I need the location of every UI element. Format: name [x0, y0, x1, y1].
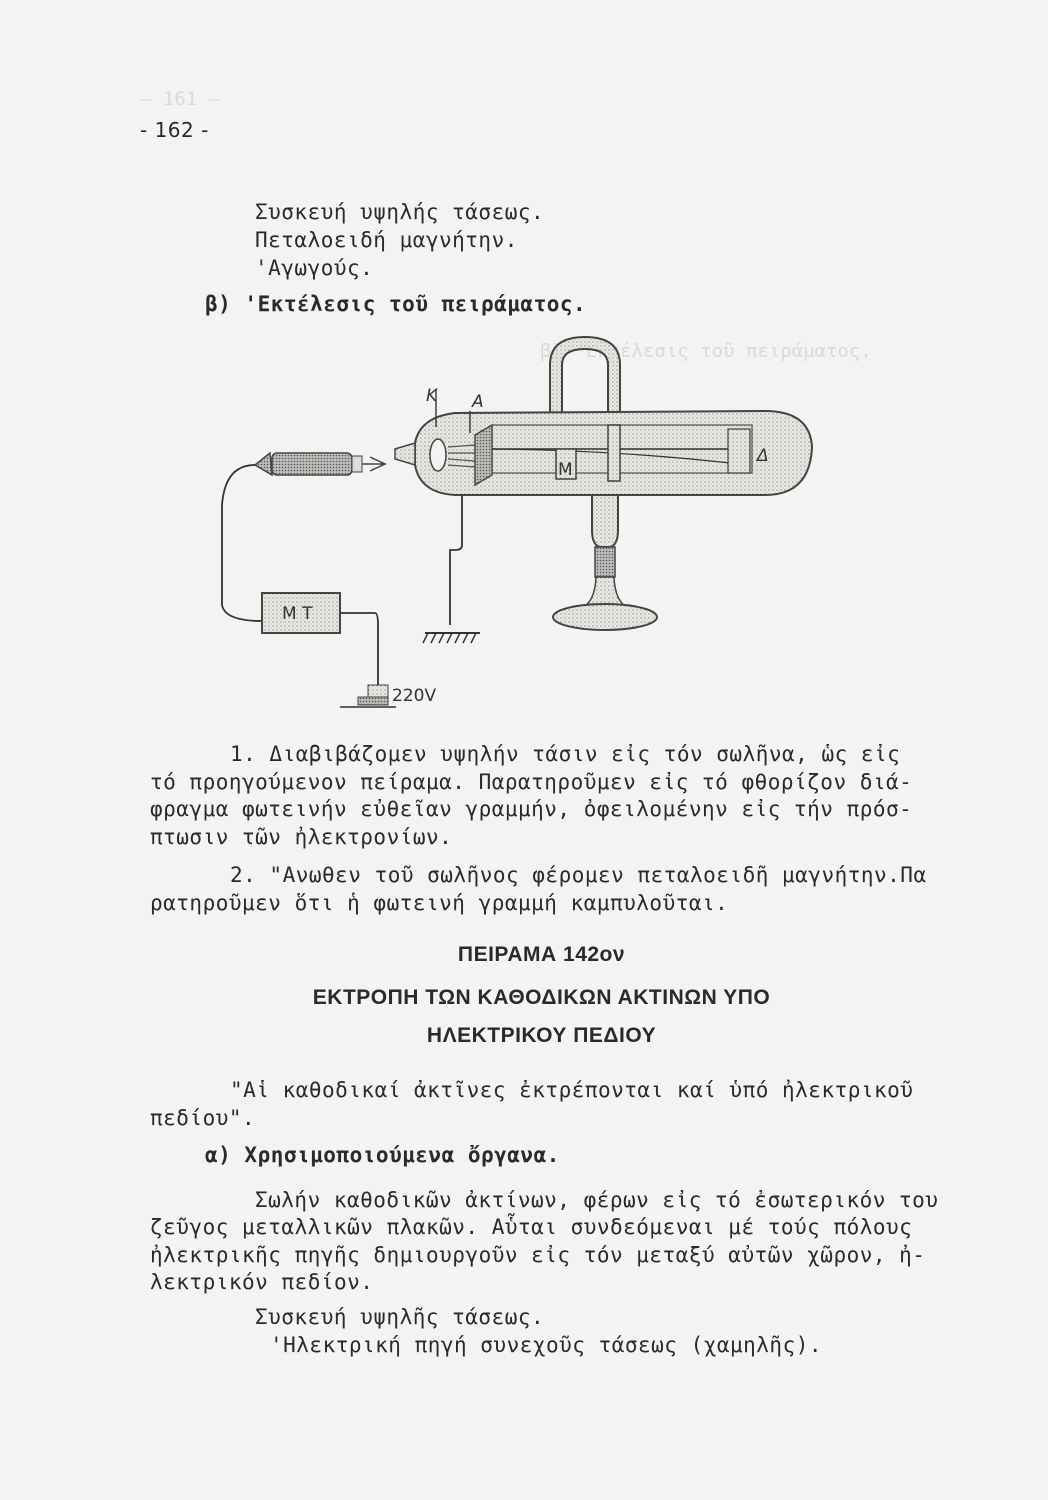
page-number: - 162 -	[140, 118, 209, 142]
cathode-ray-tube-diagram	[200, 325, 769, 715]
stand	[553, 495, 657, 630]
section-a-title: α) Χρησιμοποιούμενα ὄργανα.	[205, 1143, 560, 1167]
wire-ground	[450, 495, 462, 625]
procedure-line: ρατηροῦμεν ὅτι ἡ φωτεινή γραμμή καμπυλοῦται.	[150, 891, 729, 915]
description-line: Σωλήν καθοδικῶν ἀκτίνων, φέρων εἰς τό ἐσωτερικόν του	[255, 1188, 939, 1212]
label-voltage: 220V	[392, 686, 437, 706]
quote-line: "Αἱ καθοδικαί ἀκτῖνες ἐκτρέπονται καί ὑπό ἠλεκτρικοῦ	[230, 1078, 914, 1102]
high-voltage-device	[255, 453, 385, 475]
description-line: ἠλεκτρικῆς πηγῆς δημιουργοῦν εἰς τόν μεταξύ αὐτῶν χῶρον, ἠ-	[150, 1243, 926, 1267]
quote-line: πεδίου".	[150, 1106, 256, 1130]
description-line: λεκτρικόν πεδίον.	[150, 1270, 374, 1294]
wire-left	[222, 465, 262, 621]
power-plug	[340, 685, 396, 707]
equipment-item: Πεταλοειδή μαγνήτην.	[255, 228, 518, 252]
label-m: M	[558, 460, 573, 480]
section-b-title: β) 'Εκτέλεσις τοῦ πειράματος.	[205, 292, 587, 316]
equipment-item: 'Αγωγούς.	[255, 256, 374, 280]
procedure-line: τό προηγούμενον πείραμα. Παρατηροῦμεν εἰς τό φθορίζον διά-	[150, 770, 913, 794]
equipment-item: 'Ηλεκτρική πηγή συνεχοῦς τάσεως (χαμηλῆς).	[270, 1333, 823, 1357]
experiment-title-line1: ΕΚΤΡΟΠΗ ΤΩΝ ΚΑΘΟΔΙΚΩΝ ΑΚΤΙΝΩΝ ΥΠΟ	[312, 986, 771, 1009]
label-mt: M T	[282, 604, 313, 624]
description-line: ζεῦγος μεταλλικῶν πλακῶν. Αὗται συνδεόμεναι μέ τούς πόλους	[150, 1215, 913, 1239]
label-delta: Δ	[757, 446, 769, 466]
equipment-item: Συσκευή υψηλῆς τάσεως.	[255, 1305, 545, 1329]
experiment-number: ΠΕΙΡΑΜΑ 142ον	[457, 943, 626, 966]
equipment-item: Συσκευή υψηλής τάσεως.	[255, 200, 545, 224]
procedure-line: φραγμα φωτεινήν εὐθεῖαν γραμμήν, ὀφειλομένην εἰς τήν πρόσ-	[150, 797, 913, 821]
label-a: A	[472, 392, 484, 412]
procedure-line: 1. Διαβιβάζομεν υψηλήν τάσιν εἰς τόν σωλῆνα, ὡς εἰς	[230, 742, 901, 766]
discharge-tube	[395, 411, 812, 495]
ground-symbol	[423, 633, 480, 643]
label-k: K	[426, 386, 438, 406]
experiment-title-line2: ΗΛΕΚΤΡΙΚΟΥ ΠΕΔΙΟΥ	[426, 1024, 657, 1047]
wire-mains	[340, 613, 378, 690]
procedure-line: 2. "Ανωθεν τοῦ σωλῆνος φέρομεν πεταλοειδῆ μαγνήτην.Πα	[230, 863, 927, 887]
procedure-line: πτωσιν τῶν ἠλεκτρονίων.	[150, 825, 453, 849]
